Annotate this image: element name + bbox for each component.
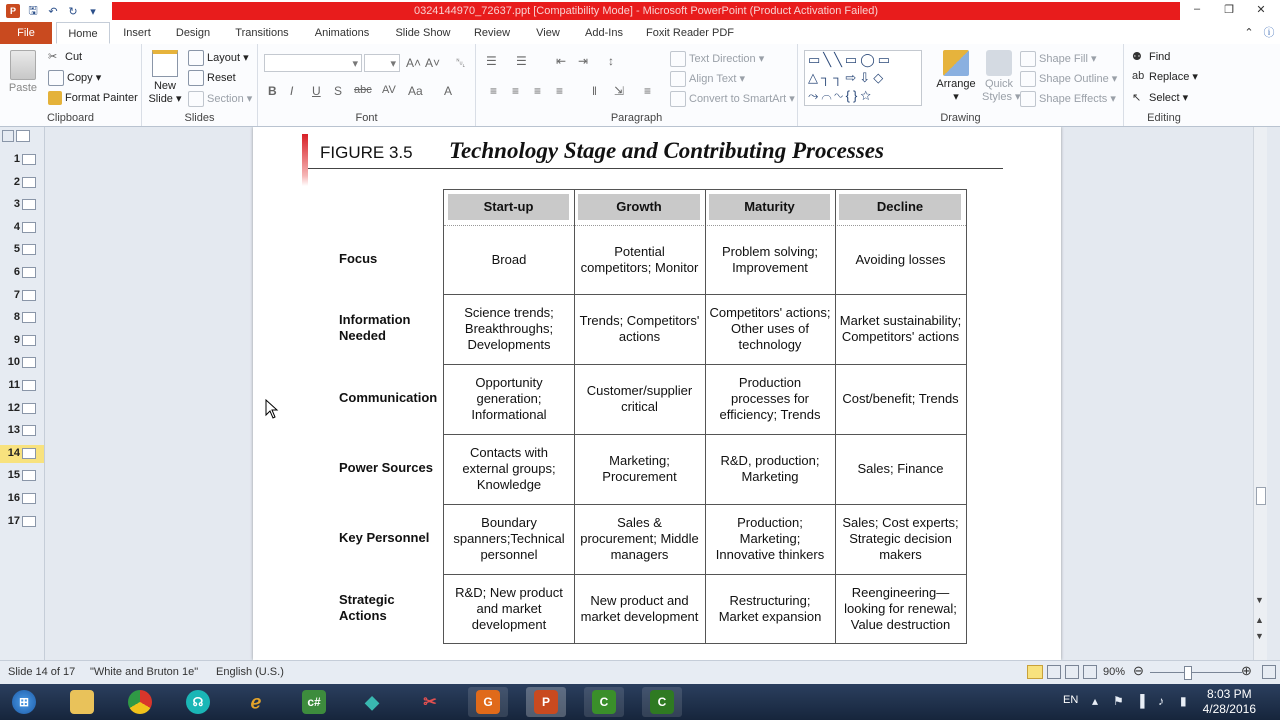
slide-thumbnail[interactable] (0, 490, 44, 508)
clipboard-group (0, 44, 142, 126)
slide-thumbnail-number: 15 (7, 469, 20, 482)
slide-thumbnail-number: 12 (7, 401, 20, 414)
columns-icon[interactable]: ‖ (592, 84, 597, 98)
slide-thumbnail-preview (22, 244, 36, 255)
reset-icon (188, 70, 204, 86)
slide-thumbnail-number: 13 (7, 424, 20, 437)
binoculars-icon: ⚉ (1132, 51, 1142, 63)
quick-styles-label-1: Quick (984, 78, 1014, 90)
browser-e-icon: ℯ (250, 691, 262, 712)
ribbon (0, 44, 1280, 127)
table-cell: Competitors' actions; Other uses of technology (709, 305, 831, 352)
drawing-group (798, 44, 1124, 126)
headphones-app-taskbar-button[interactable] (178, 687, 218, 717)
slide-thumbnail[interactable] (0, 422, 44, 440)
action-center-icon[interactable]: ⚑ (1113, 694, 1124, 708)
slide-thumbnail-preview (22, 403, 36, 414)
new-slide-icon (152, 50, 178, 77)
slide-thumbnail-number: 11 (8, 379, 20, 391)
slide-thumbnail[interactable] (0, 467, 44, 485)
justify-icon[interactable]: ≡ (556, 84, 564, 98)
slide-thumbnail-preview (22, 448, 36, 459)
snipping-tool-taskbar-button[interactable] (410, 687, 450, 717)
figure-title: Technology Stage and Contributing Processes (449, 138, 884, 163)
slide-thumbnail[interactable] (0, 196, 44, 214)
chrome-taskbar-button[interactable] (120, 687, 160, 717)
scissors-icon: ✂ (48, 51, 58, 63)
minimize-button[interactable]: – (1193, 3, 1201, 15)
powerpoint-taskbar-button[interactable] (526, 687, 566, 717)
zoom-slider-thumb[interactable] (1184, 666, 1192, 680)
slide-thumbnail-number: 4 (13, 220, 20, 233)
start-button[interactable] (4, 687, 44, 717)
paragraph-list-icon[interactable]: ≡ (644, 84, 652, 98)
tab-transitions[interactable]: Transitions (235, 27, 289, 39)
replace-button[interactable]: ab Replace ▾ (1132, 70, 1198, 83)
headphones-icon: ☊ (186, 690, 210, 714)
shape-effects-label: Shape Effects (1039, 92, 1108, 105)
camtasia-icon: C (592, 690, 616, 714)
language-indicator[interactable]: English (U.S.) (216, 666, 284, 678)
slides-group-label: Slides (184, 112, 215, 124)
slide-thumbnail-preview (22, 470, 36, 481)
shape-fill-button[interactable]: Shape Fill ▾ (1020, 51, 1097, 67)
tab-file[interactable]: File (0, 22, 52, 44)
quick-access-toolbar (0, 0, 112, 22)
scroll-thumb[interactable] (1256, 487, 1266, 505)
slide-thumbnail[interactable] (0, 241, 44, 259)
slide-thumbnail[interactable] (0, 332, 44, 350)
save-icon[interactable]: 🖫 (28, 4, 38, 17)
slide-thumbnail[interactable] (0, 264, 44, 282)
numbering-icon[interactable]: ☰ (516, 54, 527, 68)
zoom-out-icon[interactable]: ⊖ (1133, 663, 1144, 678)
reading-view-icon[interactable] (1065, 665, 1079, 679)
quick-styles-label-2: Styles ▾ (982, 91, 1021, 103)
text-direction-label: Text Direction (689, 52, 756, 65)
outline-tab-icon[interactable] (16, 130, 30, 142)
slide-thumbnail-number: 16 (7, 492, 20, 504)
powerpoint-logo-icon[interactable]: P (6, 4, 20, 18)
slide-thumbnail[interactable] (0, 445, 44, 463)
input-language[interactable]: EN (1063, 694, 1079, 706)
table-column-divider (835, 190, 836, 643)
scroll-down-icon[interactable]: ▼ (1255, 595, 1264, 605)
table-cell: Production processes for efficiency; Trends (719, 375, 821, 422)
arrange-icon (943, 50, 969, 76)
quick-styles-icon (986, 50, 1012, 76)
window-title: 0324144970_72637.ppt [Compatibility Mode] - Microsoft PowerPoint (Product Activation Failed) (112, 2, 1180, 20)
table-cell: Contacts with external groups; Knowledge (462, 445, 556, 492)
camtasia-taskbar-button[interactable] (584, 687, 624, 717)
vertical-scrollbar[interactable] (1253, 127, 1267, 660)
slide-thumbnail-preview (22, 154, 36, 165)
find-label: Find (1149, 50, 1171, 63)
slide-thumbnail-number: 8 (13, 311, 20, 324)
copy-icon (48, 70, 64, 86)
slide-thumbnail-number: 17 (7, 514, 20, 527)
bullets-icon[interactable]: ☰ (486, 54, 497, 68)
slide-canvas[interactable] (253, 127, 1061, 660)
font-group (258, 44, 476, 126)
grow-font-icon[interactable]: A˄ (406, 56, 422, 70)
cursor-arrow-icon: ↖ (1132, 92, 1142, 105)
line-spacing-icon[interactable]: ↕ (608, 54, 614, 68)
tab-insert[interactable]: Insert (123, 27, 151, 39)
fit-slide-icon[interactable] (1262, 665, 1276, 679)
collapse-ribbon-icon[interactable]: ⌃ (1244, 27, 1254, 39)
drawing-group-label: Drawing (940, 112, 981, 124)
redo-icon[interactable]: ↻ (68, 5, 78, 18)
slide-thumbnail-number: 1 (13, 153, 20, 165)
paste-label: Paste (8, 82, 38, 94)
align-right-icon[interactable]: ≡ (534, 84, 542, 98)
mouse-cursor-icon (265, 399, 279, 419)
row-label: Strategic Actions (339, 591, 395, 623)
arrange-button[interactable]: Arrange ▾ (934, 50, 978, 103)
section-button[interactable]: Section ▾ (188, 91, 252, 107)
shape-effects-button[interactable]: Shape Effects ▾ (1020, 91, 1116, 107)
align-text-label: Align Text (689, 72, 737, 85)
smartart-icon (670, 91, 686, 107)
next-slide-icon[interactable]: ▼ (1255, 631, 1264, 641)
shape-outline-label: Shape Outline (1039, 72, 1109, 85)
csharp-taskbar-button[interactable] (294, 687, 334, 717)
table-cell: Boundary spanners;Technical personnel (453, 515, 565, 562)
slides-group (142, 44, 258, 126)
clipboard-group-label: Clipboard (46, 112, 95, 124)
diamond-icon: ◆ (365, 691, 379, 712)
cut-button[interactable] (48, 50, 82, 64)
slide-thumbnail[interactable] (0, 174, 44, 192)
file-explorer-taskbar-button[interactable] (62, 687, 102, 717)
arrange-label: Arrange (936, 78, 976, 90)
paragraph-group (476, 44, 798, 126)
slide-thumbnail-preview (22, 177, 36, 188)
slide-thumbnail-preview (22, 312, 36, 323)
replace-label: Replace (1149, 71, 1190, 83)
slide-editing-area (45, 127, 1267, 660)
convert-smartart-label: Convert to SmartArt (689, 92, 787, 105)
effects-icon (1020, 91, 1036, 107)
tab-home[interactable]: Home (56, 22, 110, 44)
new-slide-label-2: Slide ▾ (148, 93, 182, 105)
slide-thumbnail[interactable] (0, 377, 44, 395)
font-color-icon[interactable]: A (444, 84, 453, 98)
row-label: Communication (339, 390, 438, 405)
slide-thumbnail-preview (22, 290, 36, 301)
tray-expand-icon[interactable]: ▴ (1092, 694, 1099, 708)
network-icon[interactable]: ▐ (1136, 694, 1145, 708)
previous-slide-icon[interactable]: ▲ (1255, 615, 1264, 625)
powerpoint-icon: P (534, 690, 558, 714)
status-bar (0, 660, 1280, 685)
column-header: Growth (578, 194, 700, 220)
align-left-icon[interactable]: ≡ (490, 84, 498, 98)
column-header: Maturity (709, 194, 830, 220)
figure-number: FIGURE 3.5 (320, 143, 413, 162)
csharp-icon: c# (302, 690, 326, 714)
slide-thumbnail-preview (22, 267, 36, 278)
text-direction-small-icon[interactable]: ⇲ (614, 84, 625, 98)
slide-thumbnail-preview (22, 222, 36, 233)
text-direction-icon (670, 51, 686, 67)
figure-accent-bar (302, 134, 308, 186)
scissors-app-icon: ✂ (423, 694, 437, 711)
font-size-combo[interactable]: ▾ (364, 54, 400, 72)
shrink-font-icon[interactable]: A˅ (425, 56, 441, 70)
table-cell: Opportunity generation; Informational (471, 375, 547, 422)
shapes-gallery[interactable]: ▭╲╲▭◯▭ △┐┐⇨⇩◇ ⤳⌒∿{}☆ (804, 50, 922, 106)
brush-icon (48, 91, 62, 105)
foxit-pdf-taskbar-button[interactable] (468, 687, 508, 717)
zoom-in-icon[interactable]: ⊕ (1241, 663, 1252, 678)
shape-fill-label: Shape Fill (1039, 52, 1088, 65)
row-label: Power Sources (339, 460, 433, 475)
foxit-icon: G (476, 690, 500, 714)
reset-button[interactable] (188, 70, 236, 86)
row-label: Information Needed (339, 312, 411, 343)
font-name-combo[interactable]: ▾ (264, 54, 362, 72)
align-center-icon[interactable]: ≡ (512, 84, 520, 98)
table-cell: Cost/benefit; Trends (842, 391, 959, 406)
table-cell: Problem solving; Improvement (721, 243, 819, 275)
row-label: Key Personnel (339, 530, 430, 545)
slide-thumbnail-preview (22, 493, 36, 504)
cut-label: Cut (65, 50, 83, 63)
zoom-level[interactable]: 90% (1103, 666, 1126, 678)
title-bar (0, 0, 1280, 22)
normal-view-icon[interactable] (1027, 665, 1043, 679)
browser-taskbar-button[interactable] (236, 687, 276, 717)
slide-thumbnail[interactable] (0, 219, 44, 237)
slide-thumbnail-preview (22, 425, 36, 436)
slide-thumbnail-preview (22, 199, 36, 210)
diamond-app-taskbar-button[interactable] (352, 687, 392, 717)
folder-icon (70, 690, 94, 714)
select-button[interactable]: ↖ Select ▾ (1132, 92, 1189, 105)
theme-name[interactable]: "White and Bruton 1e" (90, 666, 199, 678)
quick-styles-button[interactable] (982, 50, 1021, 103)
bold-icon[interactable]: B (268, 84, 277, 98)
convert-smartart-button[interactable]: Convert to SmartArt ▾ (670, 91, 795, 107)
undo-icon[interactable]: ↶ (48, 5, 58, 18)
system-clock[interactable] (1203, 687, 1256, 717)
battery-icon[interactable]: ▮ (1180, 694, 1187, 708)
table-cell: Sales; Finance (857, 461, 944, 476)
underline-icon[interactable]: U (312, 84, 321, 98)
table-cell: Potential competitors; Monitor (580, 243, 699, 275)
find-button[interactable] (1132, 50, 1170, 64)
align-text-icon (670, 71, 686, 87)
tab-design[interactable]: Design (175, 27, 211, 39)
table-cell: Avoiding losses (855, 251, 946, 267)
slide-show-icon[interactable] (1083, 665, 1097, 679)
table-cell: Trends; Competitors' actions (579, 313, 700, 344)
new-slide-button[interactable] (148, 50, 182, 105)
slide-thumbnail[interactable] (0, 309, 44, 327)
slide-thumbnail[interactable] (0, 400, 44, 418)
table-cell: Production; Marketing; Innovative thinkers (715, 515, 825, 562)
table-cell: Restructuring; Market expansion (718, 592, 822, 624)
technology-stage-table (443, 189, 967, 644)
volume-icon[interactable]: ♪ (1158, 694, 1164, 708)
layout-label: Layout (207, 51, 241, 64)
ribbon-tabs (0, 22, 1280, 45)
slide-count: Slide 14 of 17 (8, 666, 76, 678)
slide-thumbnail-number: 3 (13, 198, 20, 211)
slide-sorter-icon[interactable] (1047, 665, 1061, 679)
text-direction-button[interactable]: Text Direction ▾ (670, 51, 764, 67)
shadow-icon[interactable]: S (334, 84, 343, 98)
section-label: Section (207, 92, 244, 105)
slide-thumbnail[interactable] (0, 151, 44, 169)
table-cell: R&D; New product and market development (455, 584, 563, 632)
paragraph-group-label: Paragraph (610, 112, 663, 124)
row-label: Focus (339, 250, 378, 266)
select-label: Select (1149, 92, 1180, 104)
pen-icon (1020, 71, 1036, 87)
slide-thumbnail-number: 2 (13, 175, 20, 188)
table-cell: Broad (491, 251, 527, 267)
new-slide-label-1: New (153, 80, 176, 92)
slide-thumbnail[interactable] (0, 354, 44, 372)
slide-thumbnail-preview (22, 516, 36, 527)
reset-label: Reset (207, 71, 236, 84)
table-cell: Reengineering—looking for renewal; Value destruction (844, 584, 957, 632)
editing-group-label: Editing (1147, 112, 1181, 124)
tab-review[interactable]: Review (473, 27, 511, 39)
slide-thumbnail-number: 5 (13, 243, 20, 256)
slide-thumbnail-preview (22, 335, 36, 346)
slide-thumbnail-number: 9 (13, 333, 20, 346)
table-cell: R&D, production; Marketing (720, 453, 820, 484)
slide-thumbnail-number: 10 (7, 356, 20, 369)
slide-thumbnail-number: 6 (13, 266, 20, 278)
strikethrough-icon[interactable]: abc (354, 84, 372, 96)
paint-bucket-icon (1020, 51, 1036, 67)
slides-tab-icon[interactable] (2, 130, 14, 142)
font-group-label: Font (355, 112, 378, 124)
align-text-button[interactable]: Align Text ▾ (670, 71, 745, 87)
customize-qat-icon[interactable]: ▾ (90, 5, 96, 18)
windows-taskbar (0, 684, 1280, 720)
paste-button[interactable] (8, 50, 38, 94)
replace-icon: ab (1132, 70, 1145, 83)
tab-add-ins[interactable]: Add-Ins (585, 27, 623, 39)
zoom-slider[interactable] (1150, 672, 1242, 673)
tab-animations[interactable]: Animations (314, 27, 370, 39)
clock-date: 4/28/2016 (1202, 702, 1256, 716)
layout-icon (188, 50, 204, 66)
chrome-icon (128, 690, 152, 714)
column-header: Start-up (448, 194, 569, 220)
slide-thumbnail-preview (22, 357, 36, 368)
table-column-divider (574, 190, 575, 643)
figure-title-rule (308, 168, 1003, 169)
increase-indent-icon[interactable]: ⇥ (578, 54, 589, 68)
tab-slide-show[interactable]: Slide Show (395, 27, 451, 39)
slide-thumbnail-number: 14 (7, 446, 20, 459)
change-case-icon[interactable]: Aa (408, 84, 423, 98)
shape-outline-button[interactable]: Shape Outline ▾ (1020, 71, 1117, 87)
slide-thumbnail-preview (22, 380, 36, 391)
table-cell: Science trends; Breakthroughs; Developments (464, 305, 554, 352)
character-spacing-icon[interactable]: AV (382, 84, 396, 96)
copy-label: Copy (67, 71, 93, 84)
italic-icon[interactable]: I (290, 84, 294, 98)
format-painter-label: Format Painter (65, 91, 138, 104)
table-cell: Market sustainability; Competitors' actions (839, 313, 962, 344)
tab-view[interactable]: View (536, 27, 560, 39)
table-cell: Customer/supplier critical (586, 383, 693, 414)
camtasia-recorder-taskbar-button[interactable] (642, 687, 682, 717)
table-cell: New product and market development (580, 592, 699, 624)
close-button[interactable]: ✕ (1256, 3, 1266, 16)
table-cell: Sales & procurement; Middle managers (580, 515, 699, 562)
decrease-indent-icon[interactable]: ⇤ (556, 54, 567, 68)
clock-time: 8:03 PM (1206, 687, 1252, 701)
column-header: Decline (839, 194, 961, 220)
table-cell: Marketing; Procurement (602, 453, 677, 484)
paste-icon (10, 50, 36, 80)
slide-thumbnail-number: 7 (13, 288, 20, 301)
format-painter-button[interactable] (48, 91, 138, 105)
editing-group (1124, 44, 1204, 126)
layout-button[interactable]: Layout ▾ (188, 50, 249, 66)
clear-formatting-icon[interactable]: ␀ (456, 56, 466, 70)
table-column-divider (705, 190, 706, 643)
rail-tabs (2, 130, 38, 144)
table-cell: Sales; Cost experts; Strategic decision makers (842, 515, 959, 562)
tab-foxit-reader-pdf[interactable]: Foxit Reader PDF (645, 27, 735, 39)
windows-logo-icon: ⊞ (12, 690, 36, 714)
section-icon (188, 91, 204, 107)
help-icon[interactable]: ⓘ (1263, 27, 1275, 39)
slide-thumbnail[interactable] (0, 287, 44, 305)
slide-thumbnails-rail (0, 127, 45, 660)
slide-thumbnail[interactable] (0, 513, 44, 531)
camtasia-recorder-icon: C (650, 690, 674, 714)
restore-button[interactable]: ❐ (1224, 3, 1234, 16)
copy-button[interactable]: Copy ▾ (48, 70, 101, 86)
